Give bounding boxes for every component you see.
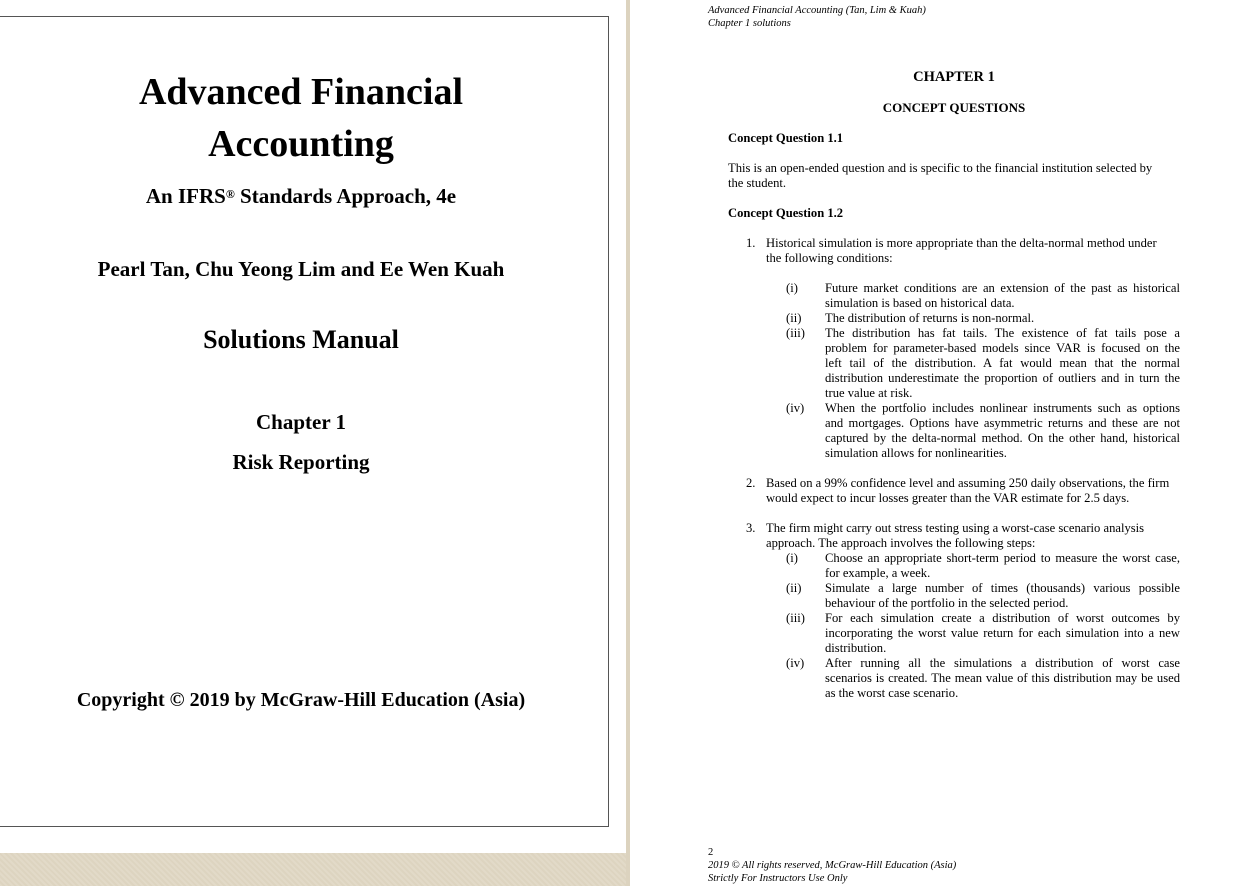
cover-copyright: Copyright © 2019 by McGraw-Hill Education (Asia) — [76, 689, 526, 711]
sub-item: For each simulation create a distribution of worst outcomes by incorporating the worst value return for each simulation into a new distribution. — [825, 611, 1180, 655]
list-item-line: Historical simulation is more appropriate than the delta-normal method under — [766, 236, 1157, 250]
sub-item: Choose an appropriate short-term period to measure the worst case, for example, a week. — [825, 551, 1180, 580]
question-1-1-line: This is an open-ended question and is specific to the financial institution selected by — [728, 161, 1153, 175]
question-1-1-heading: Concept Question 1.1 — [728, 131, 844, 145]
sub-item: The distribution of returns is non-normal. — [825, 311, 1035, 325]
cover-page — [0, 0, 626, 853]
question-1-2-heading: Concept Question 1.2 — [728, 206, 844, 220]
cover-title — [0, 66, 602, 170]
cover-title-line2: Accounting — [208, 123, 394, 165]
cover-manual: Solutions Manual — [203, 325, 399, 354]
cover-title-line1: Advanced Financial — [138, 71, 464, 113]
sub-number: (i) — [786, 551, 798, 565]
sub-number: (iii) — [786, 611, 805, 625]
sub-item: Simulate a large number of times (thousands) various possible behaviour of the portfolio in the selected period. — [825, 581, 1180, 610]
chapter-heading: CHAPTER 1 — [913, 69, 995, 85]
section-heading: CONCEPT QUESTIONS — [882, 100, 1026, 115]
list-item-line: would expect to incur losses greater than the VAR estimate for 2.5 days. — [766, 491, 1130, 505]
cover-chapter: Chapter 1 — [255, 410, 347, 434]
cover-authors: Pearl Tan, Chu Yeong Lim and Ee Wen Kuah — [97, 257, 505, 281]
sub-number: (ii) — [786, 311, 802, 325]
cover-subtitle: An IFRS® Standards Approach, 4e — [145, 184, 457, 208]
registered-mark: ® — [225, 187, 235, 201]
cover-chapter-title: Risk Reporting — [232, 450, 370, 474]
sub-item: When the portfolio includes nonlinear instruments such as options and mortgages. Options have asymmetric returns and these are not captured by the delta-normal method. On the other hand, historical simulation allows for nonlinearities. — [825, 401, 1180, 460]
page-number: 2 — [708, 847, 714, 858]
page-footer: 2 2019 © All rights reserved, McGraw-Hill Education (Asia) Strictly For Instructors Use Only — [708, 847, 957, 884]
question-1-1-line: the student. — [728, 176, 787, 190]
solutions-page — [630, 0, 1238, 886]
list-number: 1. — [746, 236, 756, 250]
sub-item: After running all the simulations a distribution of worst case scenarios is created. The mean value of this distribution may be used as the worst case scenario. — [825, 656, 1180, 700]
list-number: 3. — [746, 521, 756, 535]
sub-number: (iv) — [786, 656, 805, 670]
sub-number: (i) — [786, 281, 798, 295]
sub-item: Future market conditions are an extension of the past as historical simulation is based on historical data. — [825, 281, 1180, 310]
list-item-line: the following conditions: — [766, 251, 893, 265]
list-item-line: The firm might carry out stress testing using a worst-case scenario analysis — [766, 521, 1145, 535]
list-item-line: approach. The approach involves the following steps: — [766, 536, 1036, 550]
sub-item: The distribution has fat tails. The existence of fat tails pose a problem for parameter-based models since VAR is focused on the left tail of the distribution. A fat would mean that the normal distribution underestimate the proportion of outliers and in turn the true value at risk. — [825, 326, 1180, 400]
running-header: Advanced Financial Accounting (Tan, Lim & Kuah) Chapter 1 solutions — [708, 5, 926, 29]
background-texture — [0, 853, 626, 886]
sub-number: (iii) — [786, 326, 805, 340]
sub-number: (iv) — [786, 401, 805, 415]
list-number: 2. — [746, 476, 756, 490]
list-item-line: Based on a 99% confidence level and assuming 250 daily observations, the firm — [766, 476, 1170, 490]
sub-number: (ii) — [786, 581, 802, 595]
